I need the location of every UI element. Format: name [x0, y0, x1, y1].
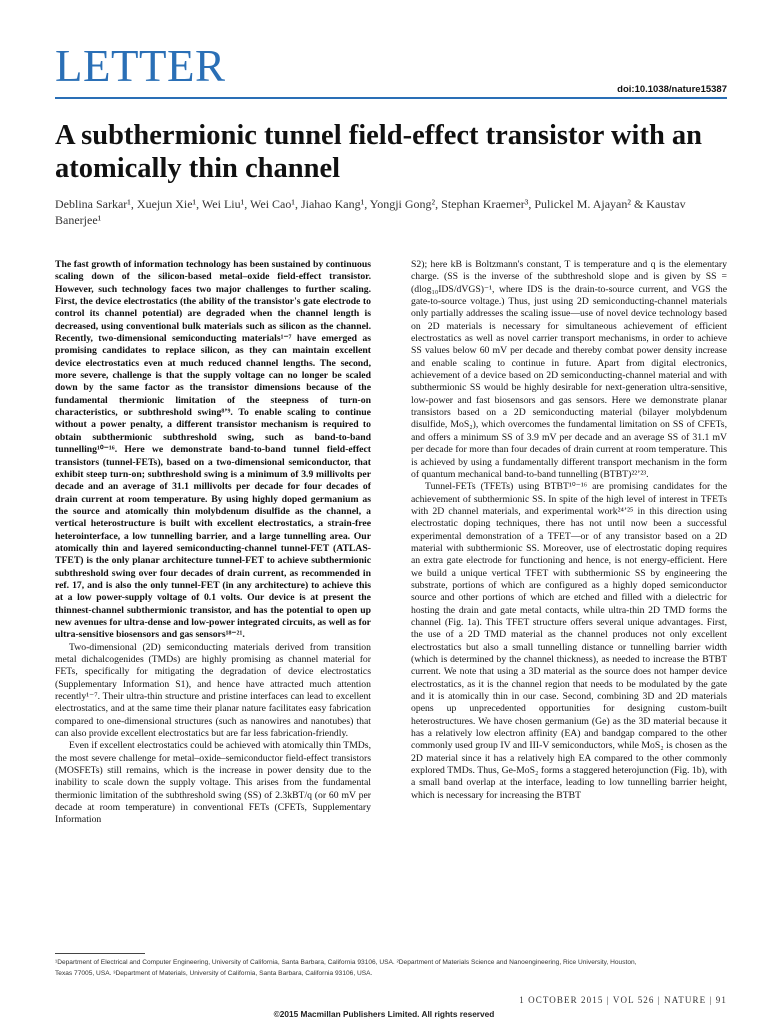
author-list: Deblina Sarkar¹, Xuejun Xie¹, Wei Liu¹, Wei Cao¹, Jiahao Kang¹, Yongji Gong², Stephan Kraemer³, Pulickel M. Ajayan² & Kaustav Banerjee¹ [55, 197, 686, 227]
affiliations-footnote [55, 958, 727, 979]
article-title: A subthermionic tunnel field-effect transistor with an atomically thin channel [55, 120, 703, 184]
copyright-notice: ©2015 Macmillan Publishers Limited. All rights reserved [273, 1009, 495, 1019]
body-paragraph: Tunnel-FETs (TFETs) using BTBT¹⁰⁻¹⁶ are promising candidates for the achievement of subthermionic SS. In spite of the high level of interest in TFETs with 2D channel materials, and experimental work²⁴ʼ²⁵ in this direction using electrostatic doping techniques, there has not until now been a successful experimental demonstration of a TFET—or of any transistor based on a 2D material with subthermionic SS. Moreover, use of electrostatic doping requires an extra gate electrode for functioning and hence, is not energy-efficient. Here we build a unique vertical TFET with subthermionic SS by engineering the substrate, portions of which are configured as a highly doped semiconductor source and other portions of which are etched and filled with a dielectric for hosting the drain and gate metal contacts, while ultra-thin 2D TMD forms the channel (Fig. 1a). This TFET structure offers several unique advantages. First, the use of a 2D TMD material as the channel produces not only excellent electrostatics but also a small tunnelling distance or tunnelling barrier width (which is determined by the channel thickness), as needed to increase the BTBT current. We note that using a 3D material as the source does not hamper device electrostatics, as it is the channel region that needs to be modulated by the gate and it is atomically thin in our case. Second, combining 3D and 2D materials opens up unprecedented opportunities for designing custom-built heterostructures. We have chosen germanium (Ge) as the 3D material because it has a relatively low electron affinity (EA) and bandgap compared to the other commonly used group IV and III-V semiconductors, while MoS₂ is chosen as the 2D material since it has a relatively high EA compared to the other commonly explored TMDs. Thus, Ge-MoS₂ forms a staggered heterojunction (Fig. 1b), with a small band overlap at the interface, leading to low tunnelling barrier height, which is necessary for increasing the BTBT [411, 481, 727, 801]
affiliation-line: Texas 77005, USA. ³Department of Materials, University of California, Santa Barbara, California 93106, USA. [55, 969, 373, 977]
running-footer: 1 OCTOBER 2015 | VOL 526 | NATURE | 91 [519, 995, 727, 1005]
section-label: LETTER [55, 41, 226, 91]
doi-link[interactable]: doi:10.1038/nature15387 [617, 84, 727, 95]
header-rule [55, 97, 727, 99]
body-paragraph: Two-dimensional (2D) semiconducting materials derived from transition metal dichalcogenides (TMDs) are highly promising as channel material for FETs, specifically for mitigating the degradation of device electrostatics (Supplementary Information S1), and hence have attracted much attention recently¹⁻⁷. Their ultra-thin structure and pristine interfaces can lead to excellent electrostatics, and at the same time their planar nature facilitates easy fabrication compared to one-dimensional structures (such as nanowires and nanotubes) that can also provide excellent electrostatics but are far less fabrication-friendly. [55, 641, 371, 740]
left-column [55, 259, 371, 827]
body-paragraph: S2); here kB is Boltzmann's constant, T is temperature and q is the elementary charge. (SS is the inverse of the subthreshold slope and is given by SS = (dlog₁₀IDS/dVGS)⁻¹, where IDS is the drain-to-source current, and VGS the gate-to-source voltage.) Thus, just using 2D semiconducting-channel materials only partially addresses the scaling issue—use of novel device technology based on 2D materials is necessary for simultaneous achievement of efficient electrostatics as well as novel carrier transport mechanisms, in order to achieve SS values below 60 mV per decade and thereby combat power density increase and enable scaling to continue in future. Apart from digital electronics, achievement of a device based on 2D semiconducting-channel material and with subthermionic SS would be highly desirable for next-generation ultra-sensitive, low-power and fast biosensors and gas sensors. Here we demonstrate planar transistors based on a 2D semiconducting material (bilayer molybdenum disulfide, MoS₂), which overcomes the fundamental limitation on SS of CFETs, and offers a minimum SS of 3.9 mV per decade and an average SS of 31.1 mV per decade for more than four decades of drain current at room temperature. This is achieved by using a fundamentally different transport mechanism in the form of quantum mechanical band-to-band tunnelling (BTBT)²²ʼ²³. [411, 259, 727, 480]
footnote-rule [55, 953, 145, 954]
body-paragraph: Even if excellent electrostatics could be achieved with atomically thin TMDs, the most severe challenge for metal–oxide–semiconductor field-effect transistors (MOSFETs) still remains, which is the increase in power density due to the inability to scale down the supply voltage. This arises from the fundamental thermionic limitation of the subthreshold swing (SS) of 2.3kBT/q (or 60 mV per decade at room temperature) in conventional FETs (CFETs, Supplementary Information [55, 740, 371, 826]
affiliation-line: ¹Department of Electrical and Computer Engineering, University of California, Santa Barbara, California 93106, USA. ²Department of Materials Science and Nanoengineering, Rice University, Houston, [55, 959, 637, 966]
abstract-paragraph: The fast growth of information technology has been sustained by continuous scaling down of the silicon-based metal–oxide field-effect transistor. However, such technology faces two major challenges to further scaling. First, the device electrostatics (the ability of the transistor's gate electrode to control its channel potential) are degraded when the channel length is decreased, using conventional bulk materials such as silicon as the channel. Recently, two-dimensional semiconducting materials¹⁻⁷ have emerged as promising candidates to replace silicon, as they can maintain excellent device electrostatics even at much reduced channel lengths. The second, more severe, challenge is that the supply voltage can no longer be scaled down by the same factor as the transistor dimensions because of the fundamental thermionic limitation of the steepness of turn-on characteristics, or subthreshold swing⁸ʼ⁹. To enable scaling to continue without a power penalty, a different transistor mechanism is required to obtain subthermionic subthreshold swing, such as band-to-band tunnelling¹⁰⁻¹⁶. Here we demonstrate band-to-band tunnel field-effect transistors (tunnel-FETs), based on a two-dimensional semiconductor, that exhibit steep turn-on; subthreshold swing is a minimum of 3.9 millivolts per decade and an average of 31.1 millivolts per decade for four decades of drain current at room temperature. By using highly doped germanium as the source and atomically thin molybdenum disulfide as the channel, a vertical heterostructure is built with excellent electrostatics, a strain-free heterointerface, a low tunnelling barrier, and a large tunnelling area. Our atomically thin and layered semiconducting-channel tunnel-FET (ATLAS-TFET) is the only planar architecture tunnel-FET to achieve subthermionic subthreshold swing over four decades of drain current, as recommended in ref. 17, and is also the only tunnel-FET (in any architecture) to achieve this at a low power-supply voltage of 0.1 volts. Our device is at present the thinnest-channel subthermionic transistor, and has the potential to open up new avenues for ultra-dense and low-power integrated circuits, as well as for ultra-sensitive biosensors and gas sensors¹⁸⁻²¹. [55, 259, 371, 641]
right-column [411, 259, 727, 802]
